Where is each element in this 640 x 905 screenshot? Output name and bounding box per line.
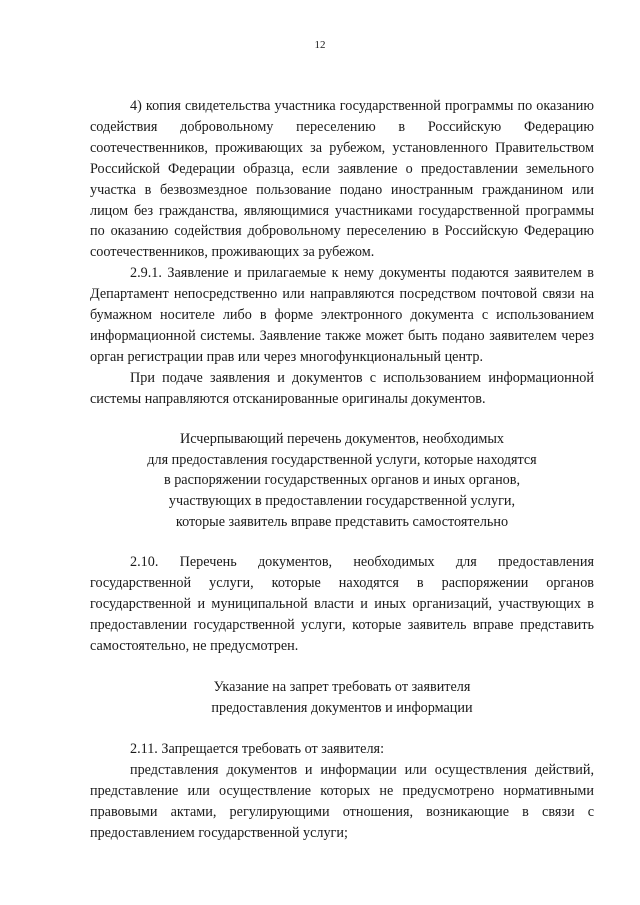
heading-line: предоставления документов и информации <box>211 699 473 716</box>
heading-line: которые заявитель вправе представить самостоятельно <box>175 514 509 531</box>
heading-line: участвующих в предоставлении государственной услуги, <box>168 493 516 510</box>
paragraph-2-11-item: представления документов и информации или осуществления действий, представление или осуществление которых не предусмотрено нормативными правовыми актами, регулирующими отношения, возникающие в связи с предоставлением государственной услуги; <box>90 762 594 842</box>
paragraph-2-10: 2.10. Перечень документов, необходимых для предоставления государственной услуги, которые находятся в распоряжении органов государственной и муниципальной власти и иных организаций, участвующих в предоставлении государственной услуги, которые заявитель вправе представить самостоятельно, не предусмотрен. <box>90 554 594 654</box>
paragraph-scanned-originals: При подаче заявления и документов с использованием информационной системы направляются отсканированные оригиналы документов. <box>90 369 594 407</box>
paragraph-2-9-1: 2.9.1. Заявление и прилагаемые к нему документы подаются заявителем в Департамент непосредственно или направляются посредством почтовой связи на бумажном носителе либо в форме электронного документа с использованием информационной системы. Заявление также может быть подано заявителем через орган регистрации прав или через многофункциональный центр. <box>90 265 594 365</box>
page-number: 12 <box>314 39 326 51</box>
heading-line: Исчерпывающий перечень документов, необходимых <box>180 430 504 447</box>
document-body <box>90 96 594 844</box>
section-heading-documents <box>90 429 594 534</box>
paragraph-2-11: 2.11. Запрещается требовать от заявителя: <box>130 741 385 758</box>
heading-line: в распоряжении государственных органов и иных органов, <box>163 472 521 489</box>
heading-line: для предоставления государственной услуги, которые находятся <box>147 451 537 468</box>
section-heading-prohibition <box>90 677 594 719</box>
heading-line: Указание на запрет требовать от заявителя <box>213 678 471 695</box>
paragraph-item-4: 4) копия свидетельства участника государственной программы по оказанию содействия добровольному переселению в Российскую Федерацию соотечественников, проживающих за рубежом, установленного Правительством Российской Федерации образца, если заявление о предоставлении земельного участка в безвозмездное пользование подано иностранным гражданином или лицом без гражданства, являющимися участниками государственной программы по оказанию содействия добровольному переселению в Российскую Федерацию соотечественников, проживающих за рубежом. <box>90 98 594 261</box>
